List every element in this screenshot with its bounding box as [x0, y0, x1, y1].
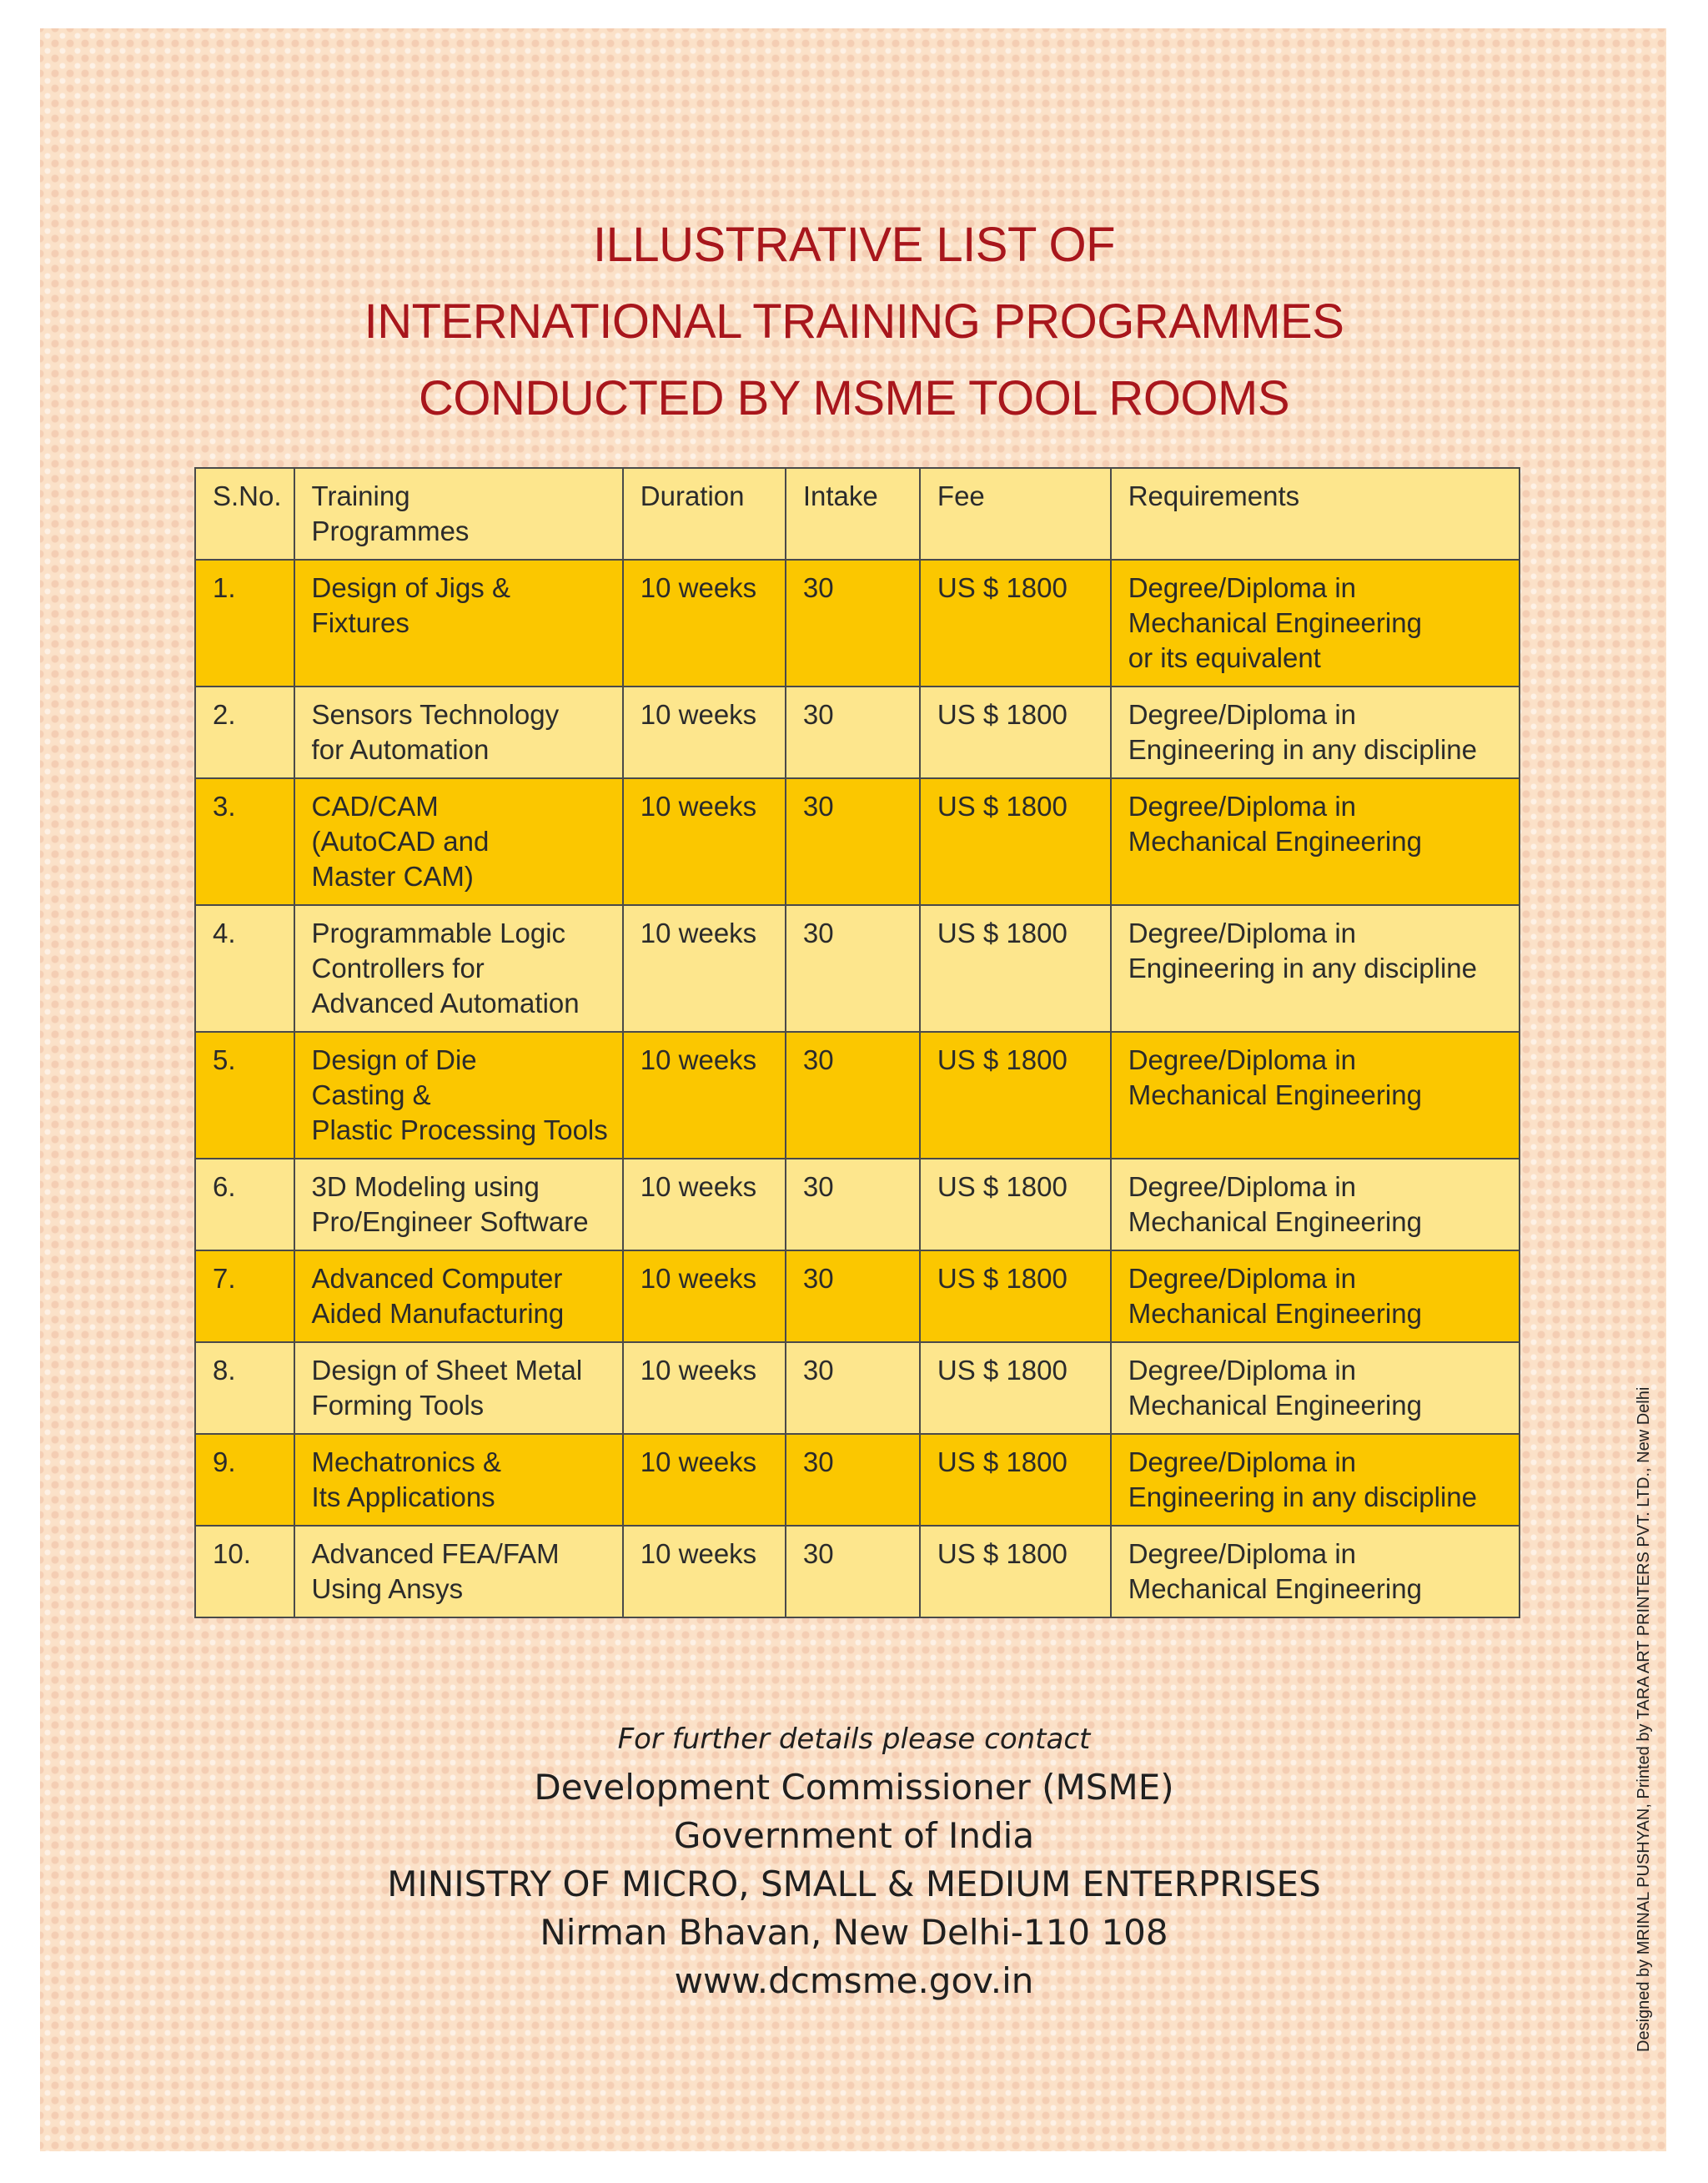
- requirements-line: Degree/Diploma in: [1128, 572, 1357, 603]
- cell-intake: 30: [786, 1159, 920, 1250]
- title-line-2: INTERNATIONAL TRAINING PROGRAMMES: [364, 294, 1344, 349]
- requirements-line: Degree/Diploma in: [1128, 1044, 1357, 1075]
- requirements-line: Degree/Diploma in: [1128, 1538, 1357, 1569]
- cell-duration: 10 weeks: [623, 687, 786, 778]
- cell-sno: 4.: [195, 905, 294, 1032]
- requirements-line: Engineering in any discipline: [1128, 953, 1477, 983]
- cell-requirements: [1111, 560, 1520, 687]
- cell-requirements: [1111, 905, 1520, 1032]
- table-row: [195, 560, 1520, 687]
- cell-programme: [294, 687, 623, 778]
- programme-line: Controllers for: [311, 953, 485, 983]
- cell-sno: 9.: [195, 1434, 294, 1526]
- table-header-row: [195, 468, 1520, 560]
- programme-line: Sensors Technology: [311, 699, 560, 730]
- header-intake: Intake: [786, 468, 920, 560]
- cell-fee: US $ 1800: [920, 1159, 1111, 1250]
- requirements-line: Degree/Diploma in: [1128, 1446, 1357, 1477]
- requirements-line: Degree/Diploma in: [1128, 1355, 1357, 1386]
- cell-fee: US $ 1800: [920, 687, 1111, 778]
- contact-organisation: Development Commissioner (MSME): [534, 1767, 1174, 1808]
- requirements-line: Degree/Diploma in: [1128, 699, 1357, 730]
- cell-duration: 10 weeks: [623, 1250, 786, 1342]
- requirements-line: or its equivalent: [1128, 642, 1321, 673]
- cell-sno: 10.: [195, 1526, 294, 1617]
- cell-duration: 10 weeks: [623, 905, 786, 1032]
- page-title: [0, 207, 1708, 437]
- cell-sno: 7.: [195, 1250, 294, 1342]
- programme-line: Design of Jigs &: [311, 572, 510, 603]
- cell-requirements: [1111, 1159, 1520, 1250]
- cell-intake: 30: [786, 560, 920, 687]
- programme-line: Using Ansys: [311, 1573, 464, 1604]
- table-row: [195, 778, 1520, 905]
- programme-line: Pro/Engineer Software: [311, 1206, 589, 1237]
- cell-fee: US $ 1800: [920, 1526, 1111, 1617]
- cell-duration: 10 weeks: [623, 1159, 786, 1250]
- cell-requirements: [1111, 778, 1520, 905]
- header-duration: Duration: [623, 468, 786, 560]
- cell-duration: 10 weeks: [623, 1032, 786, 1159]
- programme-line: Design of Sheet Metal: [311, 1355, 583, 1386]
- cell-fee: US $ 1800: [920, 1342, 1111, 1434]
- header-programme-line-2: Programmes: [311, 516, 470, 546]
- table-row: [195, 905, 1520, 1032]
- cell-programme: [294, 1434, 623, 1526]
- cell-requirements: [1111, 687, 1520, 778]
- cell-intake: 30: [786, 778, 920, 905]
- requirements-line: Mechanical Engineering: [1128, 826, 1422, 857]
- requirements-line: Mechanical Engineering: [1128, 1573, 1422, 1604]
- requirements-line: Engineering in any discipline: [1128, 1481, 1477, 1512]
- requirements-line: Mechanical Engineering: [1128, 1079, 1422, 1110]
- requirements-line: Degree/Diploma in: [1128, 1263, 1357, 1294]
- cell-sno: 5.: [195, 1032, 294, 1159]
- table-row: [195, 1434, 1520, 1526]
- cell-intake: 30: [786, 1342, 920, 1434]
- cell-intake: 30: [786, 1434, 920, 1526]
- table-row: [195, 1250, 1520, 1342]
- contact-address: Nirman Bhavan, New Delhi-110 108: [540, 1912, 1168, 1953]
- cell-requirements: [1111, 1032, 1520, 1159]
- programme-line: Master CAM): [311, 861, 474, 892]
- table-row: [195, 1159, 1520, 1250]
- programme-line: Mechatronics &: [311, 1446, 501, 1477]
- programme-line: CAD/CAM: [311, 791, 439, 822]
- table-row: [195, 1526, 1520, 1617]
- cell-programme: [294, 560, 623, 687]
- cell-intake: 30: [786, 1250, 920, 1342]
- title-line-3: CONDUCTED BY MSME TOOL ROOMS: [418, 371, 1290, 425]
- programme-line: Design of Die: [311, 1044, 477, 1075]
- cell-programme: [294, 1159, 623, 1250]
- requirements-line: Degree/Diploma in: [1128, 791, 1357, 822]
- table-row: [195, 1342, 1520, 1434]
- requirements-line: Engineering in any discipline: [1128, 734, 1477, 765]
- cell-fee: US $ 1800: [920, 1032, 1111, 1159]
- header-programme-line-1: Training: [311, 480, 410, 511]
- programme-line: for Automation: [311, 734, 490, 765]
- cell-fee: US $ 1800: [920, 778, 1111, 905]
- cell-intake: 30: [786, 687, 920, 778]
- cell-fee: US $ 1800: [920, 560, 1111, 687]
- cell-sno: 3.: [195, 778, 294, 905]
- programme-line: Aided Manufacturing: [311, 1298, 565, 1329]
- cell-fee: US $ 1800: [920, 905, 1111, 1032]
- programme-line: Fixtures: [311, 607, 409, 638]
- cell-intake: 30: [786, 1526, 920, 1617]
- cell-duration: 10 weeks: [623, 1434, 786, 1526]
- cell-sno: 6.: [195, 1159, 294, 1250]
- programme-line: Its Applications: [311, 1481, 495, 1512]
- programme-line: Advanced Computer: [311, 1263, 563, 1294]
- header-programme: [294, 468, 623, 560]
- header-sno: S.No.: [195, 468, 294, 560]
- contact-government: Government of India: [673, 1815, 1035, 1856]
- contact-ministry: MINISTRY OF MICRO, SMALL & MEDIUM ENTERPRISES: [387, 1864, 1321, 1904]
- contact-lead: For further details please contact: [617, 1723, 1091, 1756]
- programme-line: Plastic Processing Tools: [311, 1114, 608, 1145]
- requirements-line: Mechanical Engineering: [1128, 607, 1422, 638]
- cell-intake: 30: [786, 905, 920, 1032]
- requirements-line: Mechanical Engineering: [1128, 1298, 1422, 1329]
- cell-requirements: [1111, 1526, 1520, 1617]
- programme-line: Casting &: [311, 1079, 431, 1110]
- programme-line: Programmable Logic: [311, 918, 566, 948]
- cell-requirements: [1111, 1250, 1520, 1342]
- contact-website: www.dcmsme.gov.in: [674, 1960, 1034, 2001]
- table-row: [195, 687, 1520, 778]
- requirements-line: Degree/Diploma in: [1128, 1171, 1357, 1202]
- cell-intake: 30: [786, 1032, 920, 1159]
- header-fee: Fee: [920, 468, 1111, 560]
- print-credit: Designed by MRINAL PUSHYAN, Printed by TARA ART PRINTERS PVT. LTD., New Delhi: [1635, 1386, 1653, 2052]
- cell-programme: [294, 1032, 623, 1159]
- cell-duration: 10 weeks: [623, 778, 786, 905]
- programme-line: Advanced FEA/FAM: [311, 1538, 560, 1569]
- cell-programme: [294, 1250, 623, 1342]
- programme-line: Forming Tools: [311, 1390, 485, 1421]
- cell-sno: 2.: [195, 687, 294, 778]
- cell-duration: 10 weeks: [623, 1342, 786, 1434]
- requirements-line: Mechanical Engineering: [1128, 1206, 1422, 1237]
- programmes-table: [194, 467, 1520, 1618]
- requirements-line: Degree/Diploma in: [1128, 918, 1357, 948]
- cell-programme: [294, 1526, 623, 1617]
- cell-sno: 1.: [195, 560, 294, 687]
- programme-line: (AutoCAD and: [311, 826, 490, 857]
- cell-fee: US $ 1800: [920, 1434, 1111, 1526]
- cell-duration: 10 weeks: [623, 1526, 786, 1617]
- header-requirements: Requirements: [1111, 468, 1520, 560]
- cell-programme: [294, 1342, 623, 1434]
- cell-programme: [294, 778, 623, 905]
- cell-sno: 8.: [195, 1342, 294, 1434]
- cell-requirements: [1111, 1342, 1520, 1434]
- cell-fee: US $ 1800: [920, 1250, 1111, 1342]
- cell-duration: 10 weeks: [623, 560, 786, 687]
- table-row: [195, 1032, 1520, 1159]
- cell-requirements: [1111, 1434, 1520, 1526]
- title-line-1: ILLUSTRATIVE LIST OF: [592, 218, 1116, 272]
- table-body: [195, 560, 1520, 1617]
- programme-line: Advanced Automation: [311, 988, 580, 1019]
- programme-line: 3D Modeling using: [311, 1171, 540, 1202]
- requirements-line: Mechanical Engineering: [1128, 1390, 1422, 1421]
- cell-programme: [294, 905, 623, 1032]
